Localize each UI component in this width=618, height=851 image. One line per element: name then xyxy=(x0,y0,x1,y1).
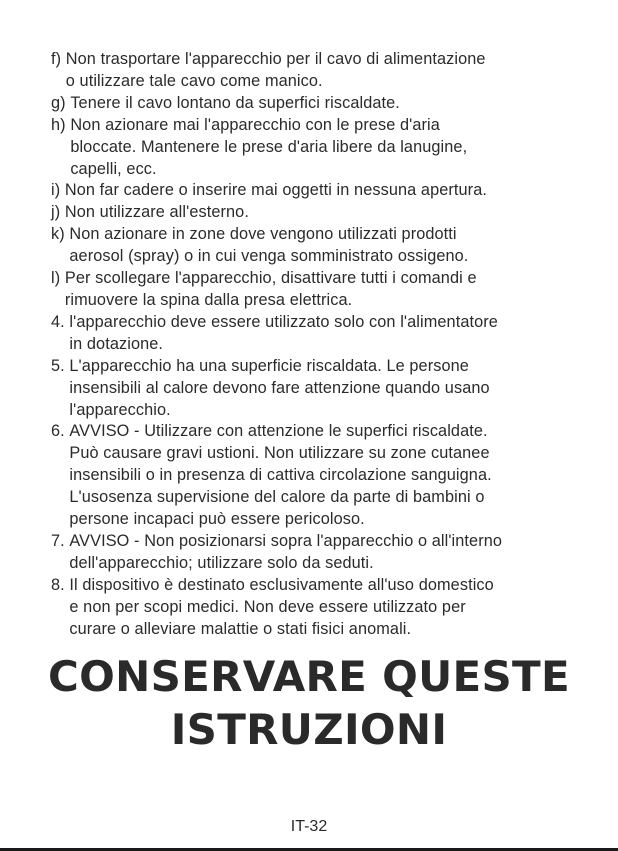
instruction-text xyxy=(70,93,581,115)
instruction-line: aerosol (spray) o in cui venga somministrato ossigeno. xyxy=(69,247,469,266)
instruction-marker: g) xyxy=(51,93,71,112)
instruction-line: curare o alleviare malattie o stati fisici anomali. xyxy=(69,619,412,638)
instruction-line: Non utilizzare all'esterno. xyxy=(64,203,249,222)
instruction-line: rimuovere la spina dalla presa elettrica. xyxy=(64,290,353,309)
instruction-line: e non per scopi medici. Non deve essere utilizzato per xyxy=(69,597,466,616)
instruction-marker: 4. xyxy=(51,312,70,331)
instruction-marker: i) xyxy=(51,181,65,200)
instruction-item xyxy=(51,531,581,575)
instruction-marker: f) xyxy=(51,50,66,68)
instruction-line: insensibili o in presenza di cattiva circolazione sanguigna. xyxy=(69,466,492,485)
instruction-marker: h) xyxy=(51,115,71,134)
instruction-item xyxy=(51,268,581,312)
instruction-item xyxy=(51,49,581,93)
instruction-text xyxy=(69,312,581,356)
instruction-text xyxy=(65,202,581,224)
heading-line-1: CONSERVARE QUESTE xyxy=(48,652,570,701)
heading-line-2: ISTRUZIONI xyxy=(170,705,448,754)
instruction-marker: l) xyxy=(51,269,65,288)
instruction-line: Non azionare mai l'apparecchio con le prese d'aria xyxy=(70,115,440,134)
instruction-item xyxy=(51,93,581,115)
instruction-text xyxy=(69,421,581,531)
instruction-line: Tenere il cavo lontano da superfici riscaldate. xyxy=(70,93,400,112)
instruction-item xyxy=(51,312,581,356)
instruction-line: Il dispositivo è destinato esclusivamente all'uso domestico xyxy=(69,575,494,594)
instruction-text xyxy=(70,115,581,181)
instruction-item xyxy=(51,115,581,181)
instruction-marker: 6. xyxy=(51,422,70,441)
instruction-item xyxy=(51,202,581,224)
instruction-line: AVVISO - Non posizionarsi sopra l'apparecchio o all'interno xyxy=(69,531,503,550)
instruction-text xyxy=(69,575,581,641)
page-number: IT-32 xyxy=(290,818,328,835)
instruction-marker: 5. xyxy=(51,356,70,375)
instruction-line: persone incapaci può essere pericoloso. xyxy=(69,510,365,529)
instruction-line: dell'apparecchio; utilizzare solo da seduti. xyxy=(69,553,374,572)
instruction-line: Non azionare in zone dove vengono utilizzati prodotti xyxy=(69,225,457,244)
instruction-item xyxy=(51,224,581,268)
instruction-marker: 8. xyxy=(51,575,70,594)
instruction-line: Non trasportare l'apparecchio per il cavo di alimentazione xyxy=(65,50,486,68)
instruction-line: L'usosenza supervisione del calore da parte di bambini o xyxy=(69,488,485,507)
instruction-text xyxy=(65,268,581,312)
instruction-item xyxy=(51,575,581,641)
instruction-line: L'apparecchio ha una superficie riscaldata. Le persone xyxy=(69,356,469,375)
instruction-item xyxy=(51,180,581,202)
instruction-item xyxy=(51,421,581,531)
instruction-line: AVVISO - Utilizzare con attenzione le superfici riscaldate. xyxy=(69,422,488,441)
instruction-line: capelli, ecc. xyxy=(70,159,157,178)
instruction-line: insensibili al calore devono fare attenzione quando usano xyxy=(69,378,490,397)
instruction-line: in dotazione. xyxy=(69,334,164,353)
instruction-text xyxy=(69,224,581,268)
instruction-marker: 7. xyxy=(51,531,70,550)
instruction-line: o utilizzare tale cavo come manico. xyxy=(65,71,323,90)
instruction-text xyxy=(65,180,581,202)
instruction-line: Per scollegare l'apparecchio, disattivare tutti i comandi e xyxy=(64,269,477,288)
instruction-text xyxy=(69,356,581,422)
instruction-line: Può causare gravi ustioni. Non utilizzare su zone cutanee xyxy=(69,444,490,463)
instruction-list xyxy=(51,49,581,640)
instruction-marker: j) xyxy=(51,203,65,222)
instruction-line: Non far cadere o inserire mai oggetti in nessuna apertura. xyxy=(64,181,487,200)
instruction-marker: k) xyxy=(51,225,70,244)
instruction-line: bloccate. Mantenere le prese d'aria libere da lanugine, xyxy=(70,137,468,156)
instruction-text xyxy=(66,49,581,93)
instruction-line: l'apparecchio deve essere utilizzato solo con l'alimentatore xyxy=(69,312,498,331)
instruction-item xyxy=(51,356,581,422)
instruction-line: l'apparecchio. xyxy=(69,400,171,419)
instruction-text xyxy=(69,531,581,575)
